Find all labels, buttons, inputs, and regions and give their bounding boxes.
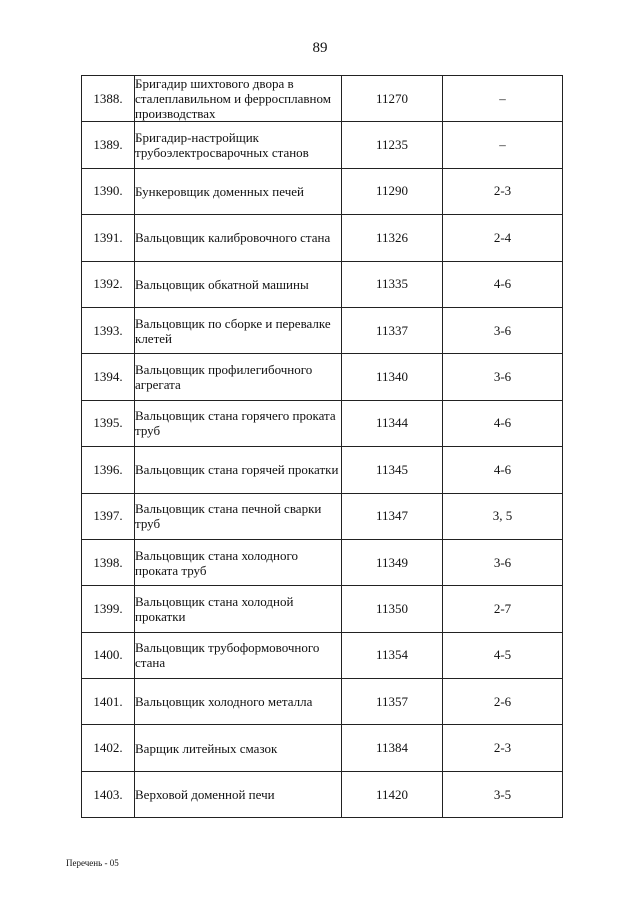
profession-name: Вальцовщик стана холодного проката труб	[135, 539, 342, 585]
profession-code: 11235	[342, 122, 443, 168]
profession-name: Бригадир-настройщик трубоэлектросварочных станов	[135, 122, 342, 168]
table-row	[82, 771, 563, 817]
profession-code: 11350	[342, 586, 443, 632]
profession-name: Верховой доменной печи	[135, 771, 342, 817]
profession-code: 11345	[342, 447, 443, 493]
profession-name: Варщик литейных смазок	[135, 725, 342, 771]
grade-range: 4-6	[443, 447, 563, 493]
grade-range: –	[443, 76, 563, 122]
grade-range: 3-5	[443, 771, 563, 817]
profession-code: 11347	[342, 493, 443, 539]
table-row	[82, 122, 563, 168]
row-number: 1400.	[82, 632, 135, 678]
table-row	[82, 400, 563, 446]
grade-range: 2-3	[443, 725, 563, 771]
profession-name: Вальцовщик холодного металла	[135, 679, 342, 725]
row-number: 1398.	[82, 539, 135, 585]
row-number: 1388.	[82, 76, 135, 122]
profession-code: 11290	[342, 168, 443, 214]
table-row	[82, 679, 563, 725]
footer-label: Перечень - 05	[66, 858, 119, 868]
grade-range: 2-3	[443, 168, 563, 214]
profession-code: 11420	[342, 771, 443, 817]
profession-code: 11337	[342, 307, 443, 353]
table-row	[82, 493, 563, 539]
grade-range: 3-6	[443, 539, 563, 585]
grade-range: 2-4	[443, 215, 563, 261]
table-row	[82, 586, 563, 632]
row-number: 1390.	[82, 168, 135, 214]
profession-code: 11326	[342, 215, 443, 261]
profession-name: Вальцовщик профилегибочного агрегата	[135, 354, 342, 400]
profession-code: 11384	[342, 725, 443, 771]
page-number: 89	[312, 40, 328, 56]
table-row	[82, 632, 563, 678]
table-row	[82, 539, 563, 585]
profession-code: 11354	[342, 632, 443, 678]
profession-name: Вальцовщик по сборке и перевалке клетей	[135, 307, 342, 353]
profession-code: 11335	[342, 261, 443, 307]
table-row	[82, 215, 563, 261]
profession-code: 11349	[342, 539, 443, 585]
profession-name: Вальцовщик стана холодной прокатки	[135, 586, 342, 632]
table-row	[82, 168, 563, 214]
row-number: 1403.	[82, 771, 135, 817]
profession-code: 11340	[342, 354, 443, 400]
table-row	[82, 76, 563, 122]
row-number: 1389.	[82, 122, 135, 168]
profession-name: Вальцовщик стана горячего проката труб	[135, 400, 342, 446]
row-number: 1392.	[82, 261, 135, 307]
grade-range: 3-6	[443, 307, 563, 353]
row-number: 1394.	[82, 354, 135, 400]
grade-range: 4-6	[443, 400, 563, 446]
row-number: 1397.	[82, 493, 135, 539]
grade-range: 2-7	[443, 586, 563, 632]
grade-range: 2-6	[443, 679, 563, 725]
row-number: 1399.	[82, 586, 135, 632]
profession-name: Бункеровщик доменных печей	[135, 168, 342, 214]
row-number: 1402.	[82, 725, 135, 771]
profession-table	[81, 75, 563, 818]
row-number: 1393.	[82, 307, 135, 353]
grade-range: 4-5	[443, 632, 563, 678]
table-row	[82, 354, 563, 400]
table-row	[82, 261, 563, 307]
table-row	[82, 447, 563, 493]
row-number: 1396.	[82, 447, 135, 493]
row-number: 1391.	[82, 215, 135, 261]
profession-name: Бригадир шихтового двора в сталеплавильном и ферросплавном производствах	[135, 76, 342, 122]
grade-range: 3, 5	[443, 493, 563, 539]
profession-name: Вальцовщик калибровочного стана	[135, 215, 342, 261]
profession-name: Вальцовщик стана горячей прокатки	[135, 447, 342, 493]
grade-range: 4-6	[443, 261, 563, 307]
row-number: 1401.	[82, 679, 135, 725]
grade-range: 3-6	[443, 354, 563, 400]
profession-code: 11357	[342, 679, 443, 725]
row-number: 1395.	[82, 400, 135, 446]
table-row	[82, 307, 563, 353]
profession-name: Вальцовщик обкатной машины	[135, 261, 342, 307]
profession-name: Вальцовщик стана печной сварки труб	[135, 493, 342, 539]
table-row	[82, 725, 563, 771]
profession-code: 11344	[342, 400, 443, 446]
profession-code: 11270	[342, 76, 443, 122]
grade-range: –	[443, 122, 563, 168]
profession-name: Вальцовщик трубоформовочного стана	[135, 632, 342, 678]
